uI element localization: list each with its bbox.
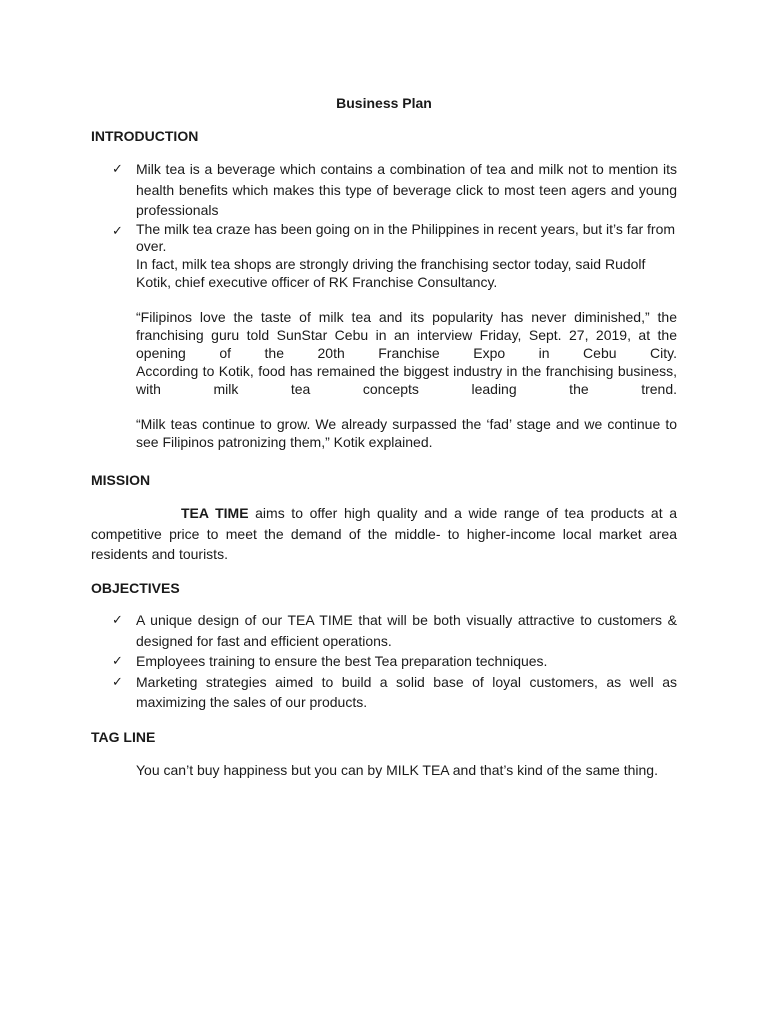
page-title: Business Plan	[336, 95, 432, 111]
mission-paragraph	[91, 503, 677, 565]
tagline-heading: TAG LINE	[91, 729, 156, 745]
mission-text: aims to offer high quality and a wide range of tea products at a competitive price to meet the demand of the middle- to higher-income local market area residents and tourists.	[91, 505, 677, 562]
checkmark-icon: ✓	[112, 673, 123, 689]
objective-item-1-text: A unique design of our TEA TIME that will be both visually attractive to customers & designed for fast and efficient operations.	[136, 612, 677, 649]
mission-heading: MISSION	[91, 472, 151, 488]
list-item	[91, 651, 677, 672]
introduction-quote-2: “Milk teas continue to grow. We already surpassed the ‘fad’ stage and we continue to see Filipinos patronizing them,” Kotik explained.	[136, 416, 677, 451]
introduction-item-2-line-1: The milk tea craze has been going on in the Philippines in recent years, but it’s far from over.	[136, 220, 676, 255]
list-item	[91, 610, 677, 651]
checkmark-icon: ✓	[112, 653, 123, 668]
list-item	[91, 221, 677, 452]
introduction-item-2-line-2: In fact, milk tea shops are strongly driving the franchising sector today, said Rudolf Kotik, chief executive officer of RK Franchise Consultancy.	[136, 256, 646, 290]
checkmark-icon: ✓	[112, 161, 123, 176]
introduction-list	[91, 159, 677, 452]
introduction-item-1-text: Milk tea is a beverage which contains a combination of tea and milk not to mention its health benefits which makes this type of beverage click to most teen agers and young professionals	[136, 161, 677, 218]
list-item	[91, 672, 677, 713]
list-item	[91, 159, 677, 221]
objective-item-3-text: Marketing strategies aimed to build a solid base of loyal customers, as well as maximizing the sales of our products.	[136, 673, 677, 710]
checkmark-icon: ✓	[112, 222, 123, 238]
mission-brand: TEA TIME	[181, 505, 249, 521]
introduction-quote-1b: According to Kotik, food has remained the biggest industry in the franchising business, with milk tea concepts leading the trend.	[136, 362, 677, 397]
objectives-list	[91, 610, 677, 713]
tagline-text: You can’t buy happiness but you can by MILK TEA and that’s kind of the same thing.	[136, 762, 658, 778]
checkmark-icon: ✓	[112, 612, 123, 627]
objectives-heading: OBJECTIVES	[91, 580, 180, 596]
introduction-heading: INTRODUCTION	[91, 128, 199, 144]
introduction-quote-1a: “Filipinos love the taste of milk tea and its popularity has never diminished,” the franchising guru told SunStar Cebu in an interview Friday, Sept. 27, 2019, at the opening of the 20th Franchise Expo in Cebu City.	[136, 309, 677, 362]
objective-item-2-text: Employees training to ensure the best Tea preparation techniques.	[136, 653, 548, 669]
tagline-paragraph	[91, 760, 677, 781]
